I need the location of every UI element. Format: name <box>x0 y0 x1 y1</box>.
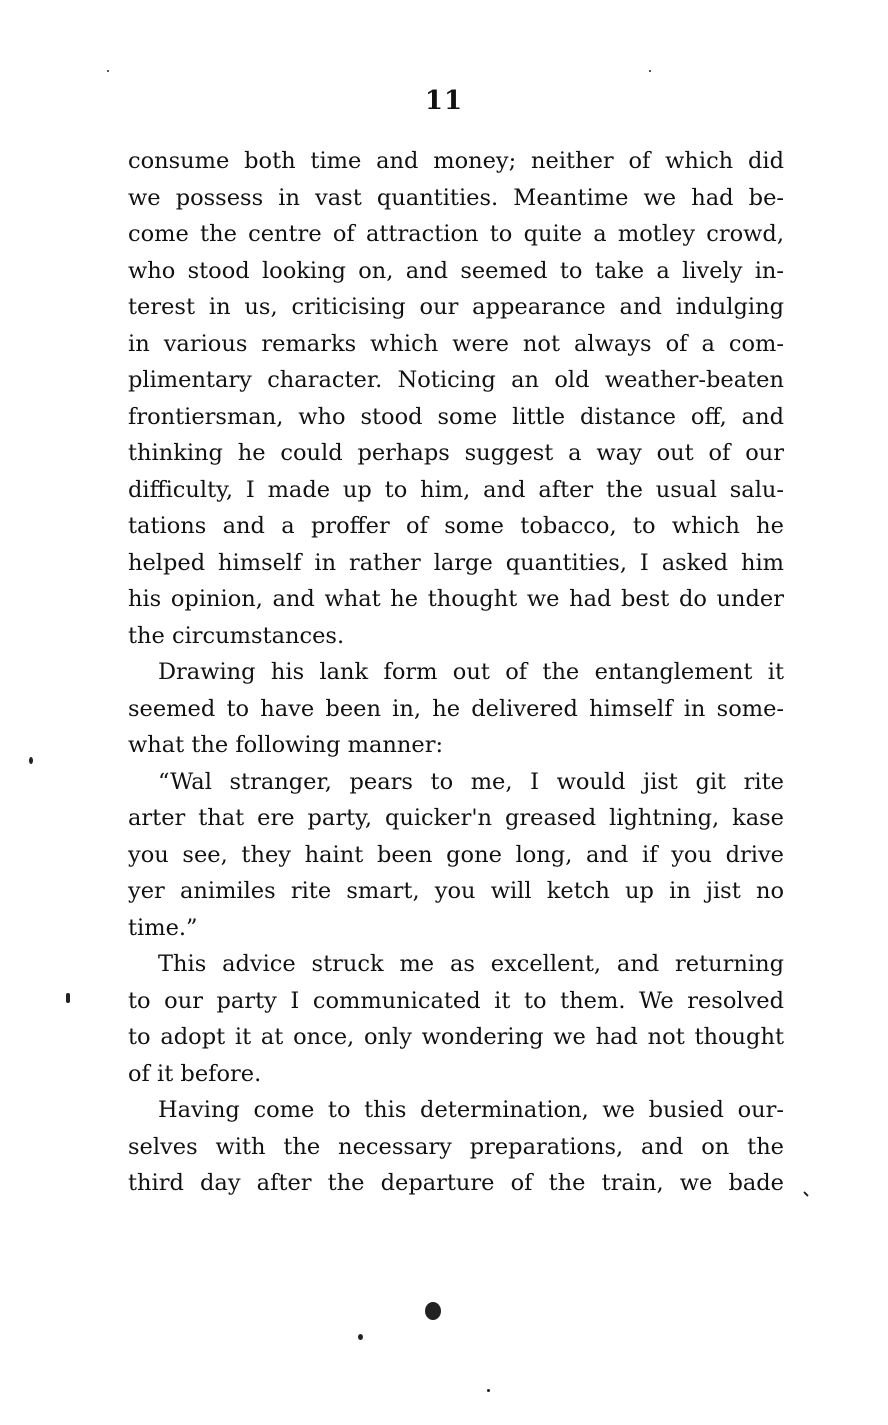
ink-speck <box>649 70 651 72</box>
ink-blot <box>425 1302 441 1320</box>
paragraph <box>128 946 784 1092</box>
ink-speck <box>803 1191 809 1197</box>
text-line: plimentary character. Noticing an old weather-beaten <box>128 367 784 393</box>
text-line: “Wal stranger, pears to me, I would jist git rite <box>158 768 784 795</box>
text-line: his opinion, and what he thought we had best do under <box>128 586 784 612</box>
text-line: in various remarks which were not always of a com- <box>128 330 784 357</box>
text-line: consume both time and money; neither of which did <box>128 148 784 174</box>
text-line: Drawing his lank form out of the entanglement it <box>158 659 784 685</box>
text-line: you see, they haint been gone long, and if you drive <box>128 841 784 868</box>
page-number: 11 <box>424 86 464 116</box>
text-line: yer animiles rite smart, you will ketch up in jist no <box>128 878 784 904</box>
text-line: selves with the necessary preparations, and on the <box>128 1133 784 1160</box>
text-line: we possess in vast quantities. Meantime we had be- <box>128 184 784 211</box>
ink-speck <box>107 70 109 72</box>
text-line: to our party I communicated it to them. We resolved <box>128 987 784 1014</box>
text-line: arter that ere party, quicker'n greased lightning, kase <box>128 805 784 831</box>
paragraph <box>128 1092 784 1202</box>
text-line: frontiersman, who stood some little distance off, and <box>128 403 784 430</box>
text-line: the circumstances. <box>128 622 345 649</box>
paragraph <box>128 654 784 764</box>
text-line: terest in us, criticising our appearance and indulging <box>128 294 784 320</box>
text-line: helped himself in rather large quantities, I asked him <box>128 549 784 576</box>
ink-speck <box>29 757 33 764</box>
body-text <box>128 143 784 1202</box>
text-line: time.” <box>128 914 198 941</box>
text-line: what the following manner: <box>128 732 444 758</box>
text-line: third day after the departure of the train, we bade <box>128 1170 784 1196</box>
text-line: difficulty, I made up to him, and after the usual salu- <box>128 476 784 503</box>
text-line: thinking he could perhaps suggest a way out of our <box>128 440 784 466</box>
ink-speck <box>358 1334 363 1340</box>
text-line: Having come to this determination, we busied our- <box>158 1097 784 1123</box>
text-line: come the centre of attraction to quite a motley crowd, <box>128 221 784 247</box>
text-line: This advice struck me as excellent, and returning <box>158 951 784 977</box>
paragraph <box>128 764 784 947</box>
text-line: who stood looking on, and seemed to take a lively in- <box>128 257 784 284</box>
text-line: of it before. <box>128 1060 262 1087</box>
text-line: seemed to have been in, he delivered himself in some- <box>128 695 784 722</box>
text-line: to adopt it at once, only wondering we had not thought <box>128 1024 784 1050</box>
text-line: tations and a proffer of some tobacco, to which he <box>128 513 784 539</box>
paragraph <box>128 143 784 654</box>
ink-speck <box>487 1389 490 1392</box>
ink-speck <box>66 993 70 1003</box>
